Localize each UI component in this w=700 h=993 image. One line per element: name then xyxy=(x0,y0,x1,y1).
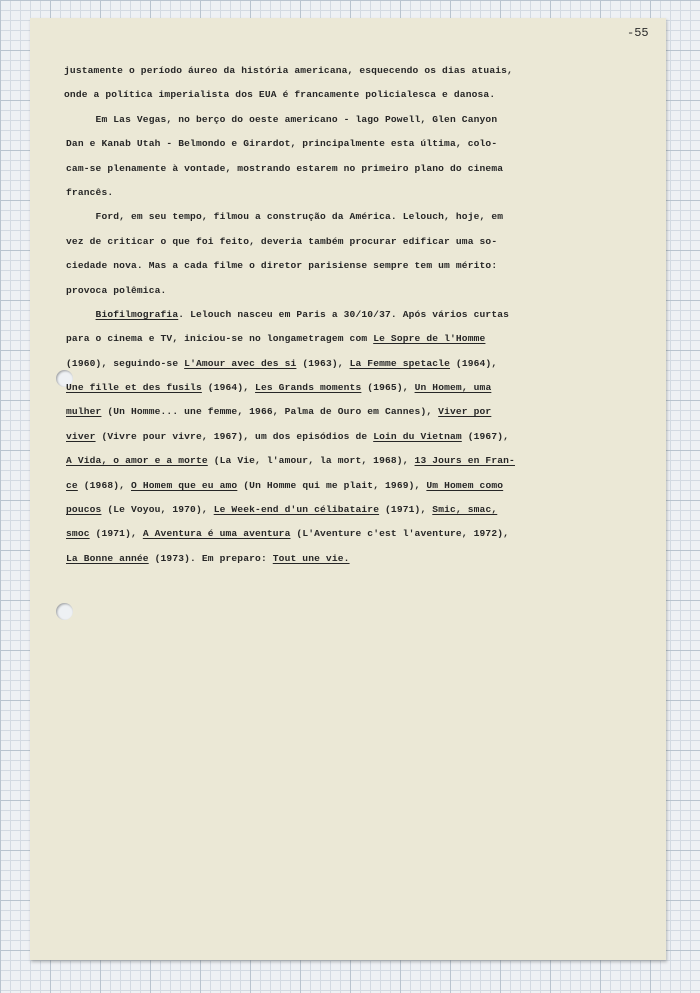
underlined-title: Le Sopre de l'Homme xyxy=(373,333,486,345)
text-run: (Le Voyou, 1970), xyxy=(101,504,214,516)
underlined-title: O Homem que eu amo xyxy=(131,479,238,491)
body-text xyxy=(64,59,660,571)
text-run: (1971), xyxy=(89,528,143,540)
text-line xyxy=(66,352,660,376)
underlined-title: ce xyxy=(66,479,78,491)
underlined-title: Viver por xyxy=(438,406,492,418)
text-run: justamente o período áureo da história americana, esquecendo os dias atuais, xyxy=(64,65,513,76)
text-run: vez de criticar o que foi feito, deveria também procurar edificar uma so- xyxy=(66,235,498,247)
text-line xyxy=(66,400,660,424)
text-run: (La Vie, l'amour, la mort, 1968), xyxy=(207,455,415,467)
underlined-title: smoc xyxy=(66,528,90,540)
text-run: (1971), xyxy=(379,504,433,516)
underlined-title: mulher xyxy=(66,406,102,418)
typewritten-page xyxy=(30,18,666,960)
text-run: (1967), xyxy=(461,430,510,442)
text-run: provoca polêmica. xyxy=(66,284,167,296)
text-line xyxy=(64,83,660,107)
text-line xyxy=(66,425,660,449)
text-line xyxy=(66,376,660,400)
underlined-title: A Vida, o amor e a morte xyxy=(66,455,208,467)
text-line xyxy=(66,205,660,229)
underlined-title: Une fille et des fusils xyxy=(66,382,202,394)
underlined-title: L'Amour avec des si xyxy=(184,357,297,369)
text-run: (L'Aventure c'est l'aventure, 1972), xyxy=(290,528,510,540)
text-run: (1960), seguindo-se xyxy=(66,357,185,369)
underlined-title: 13 Jours en Fran- xyxy=(414,455,515,467)
text-run: . Lelouch nasceu em Paris a 30/10/37. Após vários curtas xyxy=(178,308,510,320)
text-line xyxy=(66,498,660,522)
text-run: francês. xyxy=(66,186,114,198)
text-run xyxy=(66,309,96,320)
underlined-title: Les Grands moments xyxy=(255,382,362,394)
text-line xyxy=(64,59,660,83)
underlined-title: Um Homem como xyxy=(426,479,504,491)
text-run: onde a política imperialista dos EUA é francamente policialesca e danosa. xyxy=(64,89,496,101)
underlined-title: La Femme spetacle xyxy=(349,357,451,369)
text-run: cam-se plenamente à vontade, mostrando estarem no primeiro plano do cinema xyxy=(66,162,504,174)
underlined-title: viver xyxy=(66,430,96,442)
text-run: (Un Homme... une femme, 1966, Palma de Ouro em Cannes), xyxy=(101,406,439,418)
text-line xyxy=(66,108,660,132)
text-line xyxy=(66,181,660,205)
text-run: Dan e Kanab Utah - Belmondo e Girardot, principalmente esta última, colo- xyxy=(66,138,498,150)
underlined-title: A Aventura é uma aventura xyxy=(142,528,291,540)
underlined-title: Tout une vie. xyxy=(272,552,350,564)
text-line xyxy=(66,522,660,546)
text-run: para o cinema e TV, iniciou-se no longametragem com xyxy=(66,333,374,345)
underlined-title: Biofilmografia xyxy=(95,308,179,320)
text-line xyxy=(66,254,660,278)
underlined-title: La Bonne année xyxy=(66,552,149,564)
text-line xyxy=(66,449,660,473)
text-run: (1965), xyxy=(361,382,415,394)
underlined-title: Smic, smac, xyxy=(432,504,498,516)
underlined-title: poucos xyxy=(66,504,102,516)
text-line xyxy=(66,279,660,303)
text-run: Em Las Vegas, no berço do oeste americano - lago Powell, Glen Canyon xyxy=(66,113,498,125)
text-line xyxy=(66,474,660,498)
underlined-title: Le Week-end d'un célibataire xyxy=(213,504,380,516)
text-run: ciedade nova. Mas a cada filme o diretor parisiense sempre tem um mérito: xyxy=(66,260,498,272)
underlined-title: Loin du Vietnam xyxy=(373,430,462,442)
punch-hole xyxy=(56,603,73,620)
text-line xyxy=(66,132,660,156)
text-run: (Vivre pour vivre, 1967), um dos episódios de xyxy=(95,430,374,442)
underlined-title: Un Homem, uma xyxy=(414,382,492,394)
text-run: (1963), xyxy=(296,357,350,369)
page-number: -55 xyxy=(627,26,649,40)
text-run: (1964), xyxy=(201,382,256,394)
text-run: Ford, em seu tempo, filmou a construção da América. Lelouch, hoje, em xyxy=(66,211,504,223)
text-run: (Un Homme qui me plait, 1969), xyxy=(237,479,427,491)
text-run: (1964), xyxy=(450,357,498,369)
text-run: (1973). Em preparo: xyxy=(148,552,273,564)
text-line xyxy=(66,327,660,351)
text-line xyxy=(66,547,660,571)
text-line xyxy=(66,157,660,181)
text-line xyxy=(66,230,660,254)
text-run: (1968), xyxy=(77,479,131,491)
text-line xyxy=(66,303,660,327)
